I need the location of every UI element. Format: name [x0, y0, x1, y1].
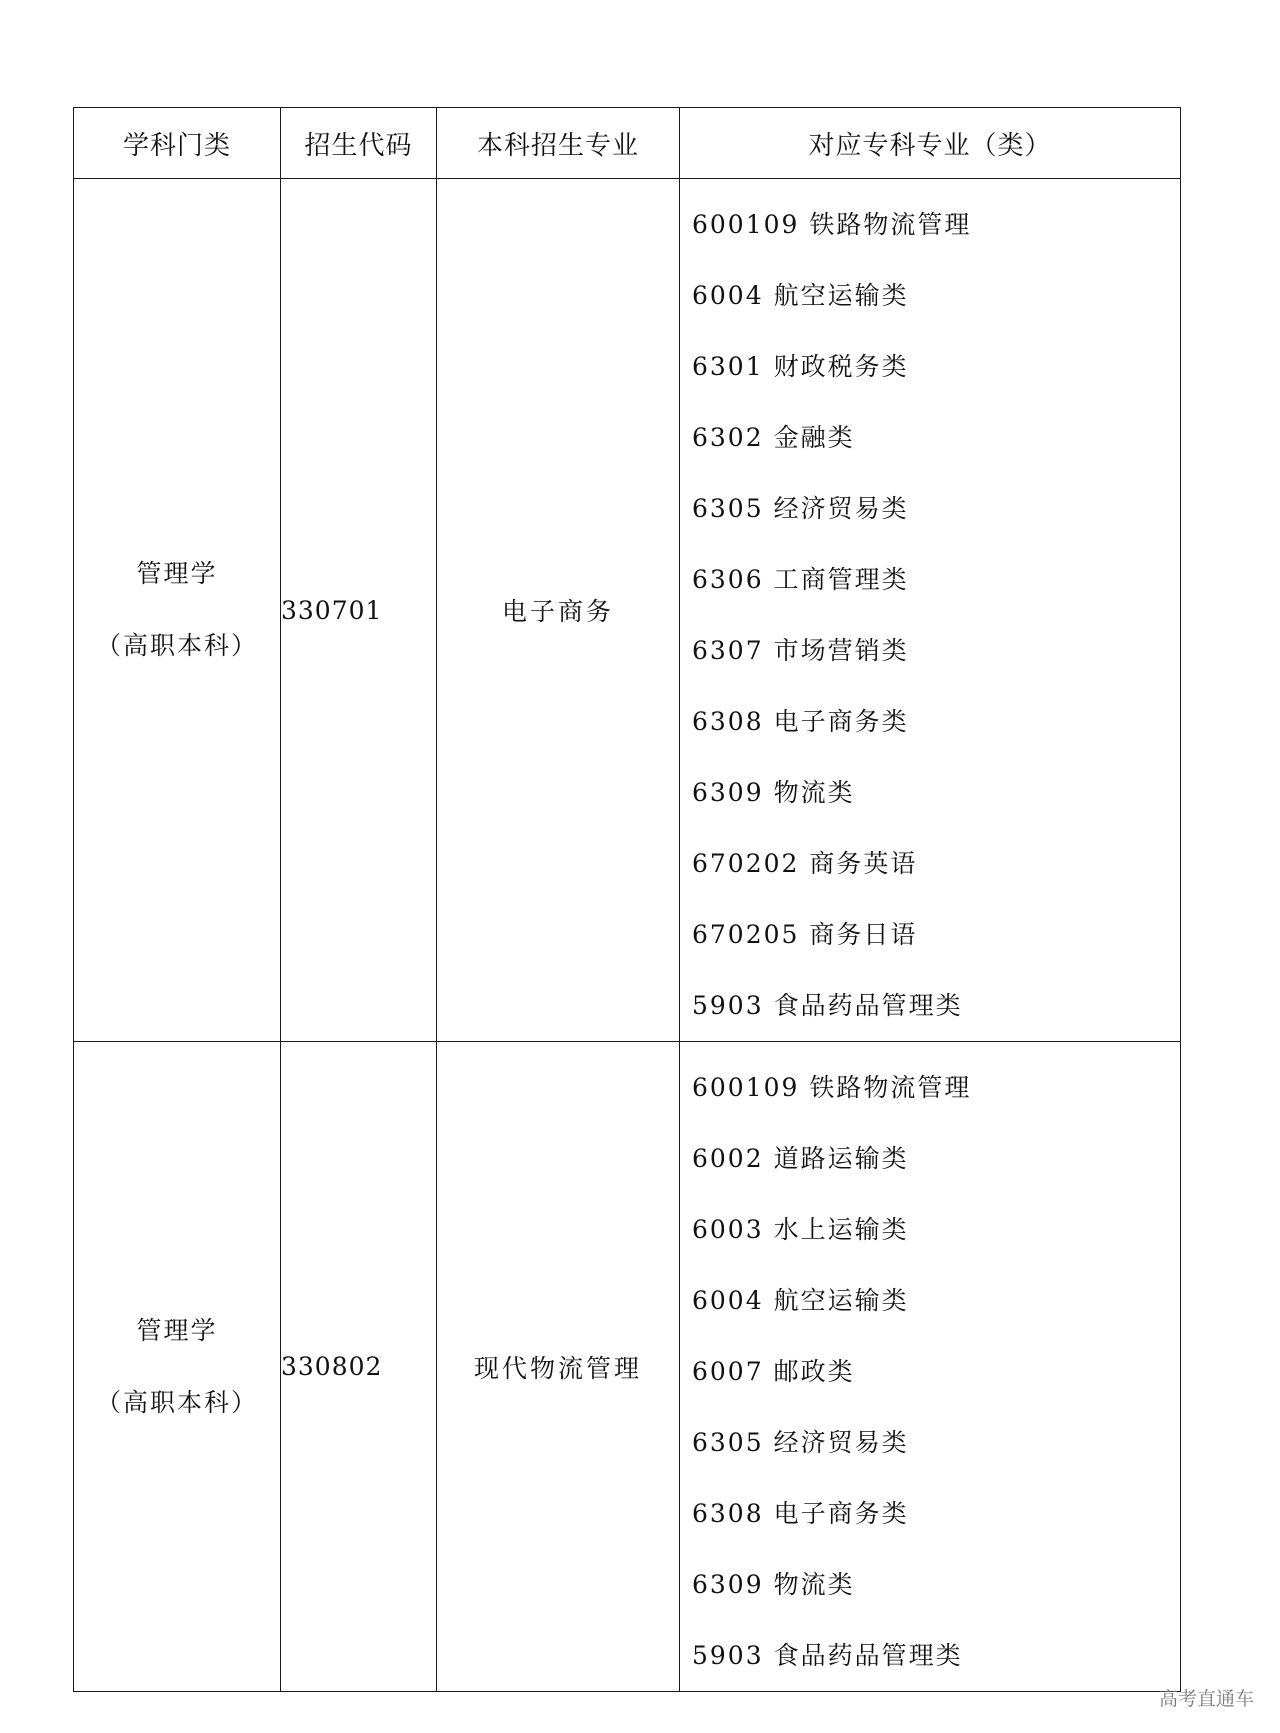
list-item: 6302 金融类 [692, 423, 855, 452]
list-item: 6002 道路运输类 [692, 1144, 909, 1173]
list-item: 6306 工商管理类 [692, 565, 909, 594]
list-item: 5903 食品药品管理类 [692, 991, 963, 1020]
list-item: 6003 水上运输类 [692, 1215, 909, 1244]
list-item: 670202 商务英语 [692, 849, 918, 878]
list-item: 6305 经济贸易类 [692, 494, 909, 523]
undergraduate-major-cell: 现代物流管理 [437, 1042, 680, 1692]
list-item: 6301 财政税务类 [692, 352, 909, 381]
list-item: 6309 物流类 [692, 778, 855, 807]
enrollment-code-cell: 330802 [281, 1042, 437, 1692]
table-header-row [74, 108, 1181, 179]
header-category: 学科门类 [74, 108, 281, 179]
list-item: 6308 电子商务类 [692, 707, 909, 736]
header-major: 本科招生专业 [437, 108, 680, 179]
table-row [74, 179, 1181, 1042]
list-item: 6308 电子商务类 [692, 1499, 909, 1528]
list-item: 670205 商务日语 [692, 920, 918, 949]
list-item: 6309 物流类 [692, 1570, 855, 1599]
corresponding-majors-cell [680, 1042, 1181, 1692]
enrollment-code-cell: 330701 [281, 179, 437, 1042]
table-row [74, 1042, 1181, 1692]
corresponding-majors-cell [680, 179, 1181, 1042]
header-corresponding: 对应专科专业（类） [680, 108, 1181, 179]
header-code: 招生代码 [281, 108, 437, 179]
list-item: 6004 航空运输类 [692, 1286, 909, 1315]
corresponding-majors-list [680, 179, 1180, 1041]
corresponding-majors-list [680, 1042, 1180, 1691]
category-name: 管理学 [136, 1315, 218, 1345]
list-item: 6007 邮政类 [692, 1357, 855, 1386]
category-qualifier: （高职本科） [95, 631, 258, 660]
watermark-text: 高考直通车 [1158, 1688, 1254, 1710]
list-item: 6307 市场营销类 [692, 636, 909, 665]
category-cell [74, 179, 281, 1042]
list-item: 5903 食品药品管理类 [692, 1641, 963, 1670]
major-correspondence-table [73, 107, 1181, 1692]
category-name: 管理学 [136, 559, 218, 588]
category-qualifier: （高职本科） [95, 1387, 258, 1417]
category-cell [74, 1042, 281, 1692]
undergraduate-major-cell: 电子商务 [437, 179, 680, 1042]
list-item: 6305 经济贸易类 [692, 1428, 909, 1457]
list-item: 600109 铁路物流管理 [692, 210, 972, 239]
list-item: 6004 航空运输类 [692, 281, 909, 310]
list-item: 600109 铁路物流管理 [692, 1073, 972, 1102]
